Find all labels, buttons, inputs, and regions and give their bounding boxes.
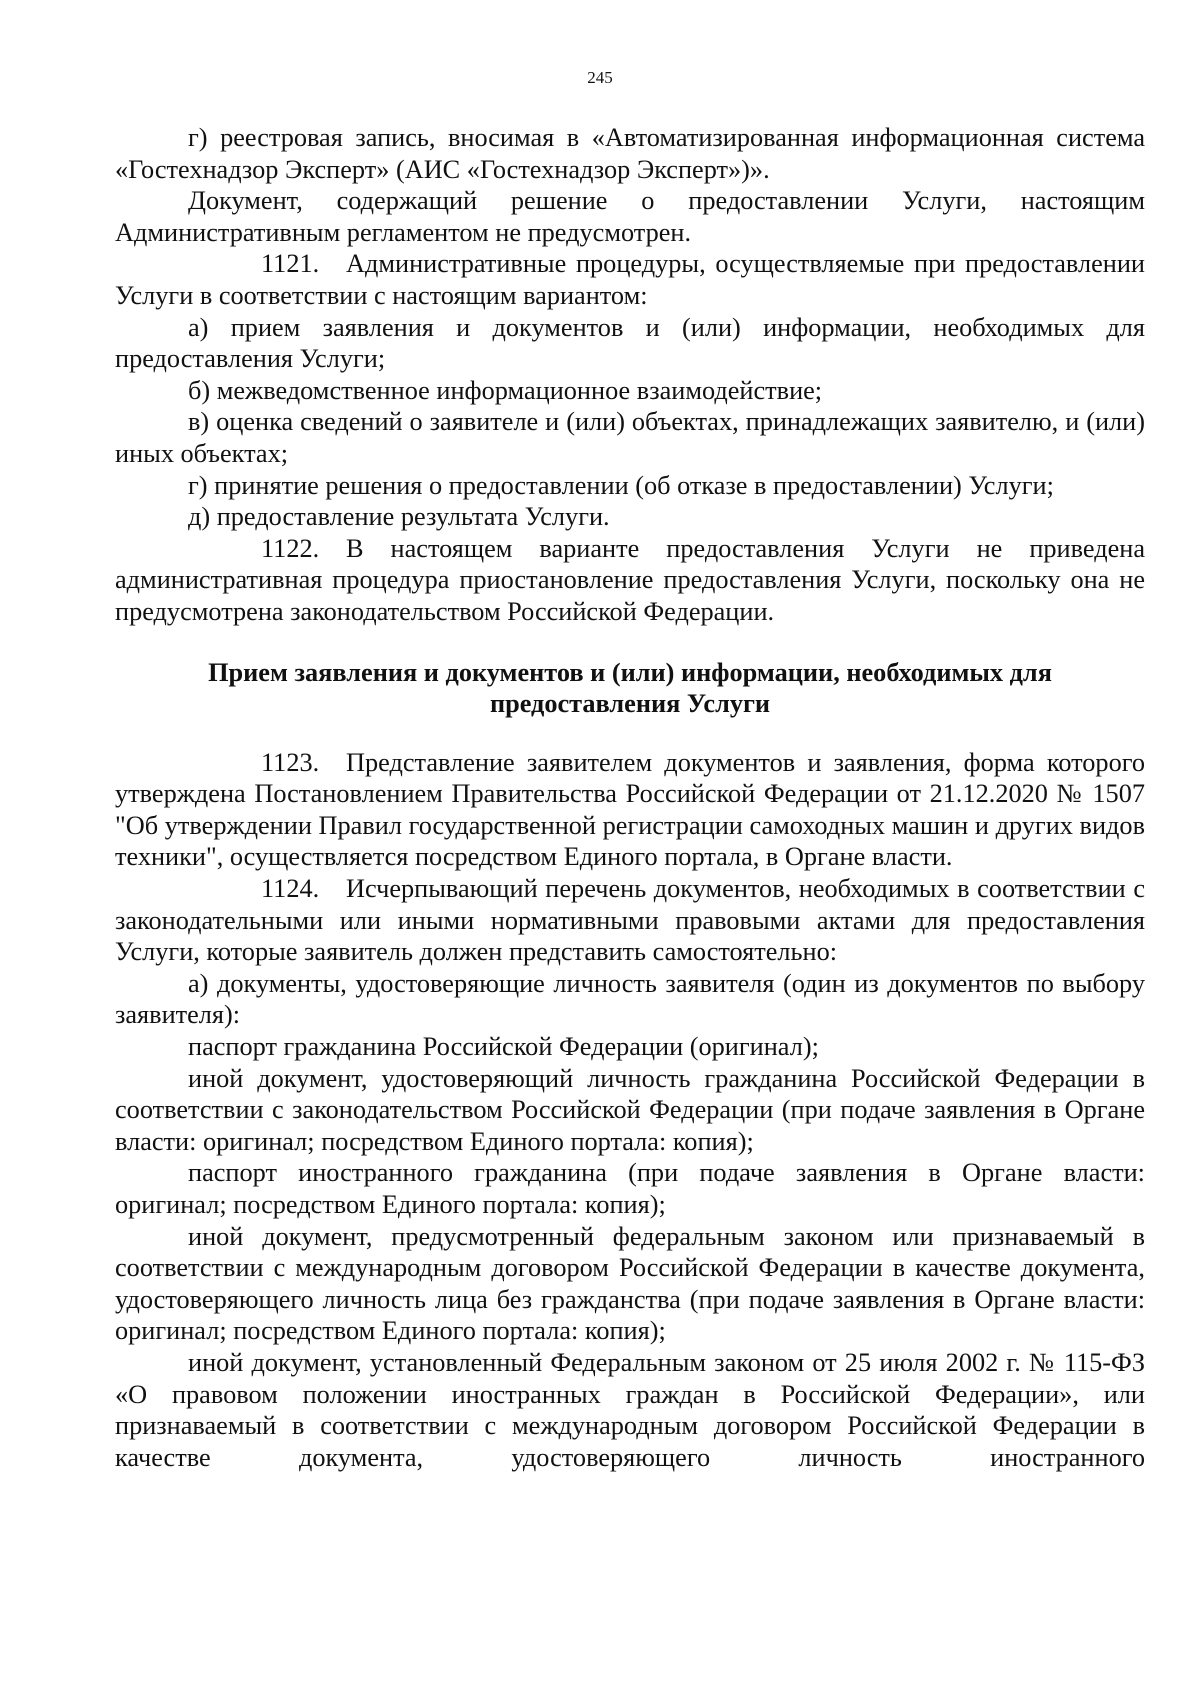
paragraph-text: б) межведомственное информационное взаимодействие; — [188, 375, 823, 405]
paragraph-text: иной документ, удостоверяющий личность гражданина Российской Федерации в соответствии с законодательством Российской Федерации (при подаче заявления в Органе власти: оригинал; посредством Единого портала: копия); — [115, 1063, 1145, 1156]
paragraph — [115, 1157, 1145, 1220]
section-heading: Прием заявления и документов и (или) информации, необходимых для предоставления Услуги — [208, 657, 1052, 719]
paragraph-number: 1122. — [261, 533, 320, 563]
paragraph-text: иной документ, предусмотренный федеральным законом или признаваемый в соответствии с международным договором Российской Федерации в качестве документа, удостоверяющего личность лица без гражданства (при подаче заявления в Органе власти: оригинал; посредством Единого портала: копия); — [115, 1221, 1145, 1346]
paragraph — [115, 312, 1145, 375]
paragraph-number: 1124. — [261, 874, 320, 904]
paragraph-text: паспорт гражданина Российской Федерации (оригинал); — [188, 1032, 819, 1062]
paragraph — [115, 1063, 1145, 1158]
paragraph — [115, 185, 1145, 248]
paragraph-text: Исчерпывающий перечень документов, необходимых в соответствии с законодательными или иными нормативными правовыми актами для предоставления Услуги, которые заявитель должен представить самостоятельно: — [115, 874, 1145, 967]
paragraph — [115, 375, 1145, 407]
paragraph-number: 1121. — [261, 249, 320, 279]
paragraph-text: г) принятие решения о предоставлении (об отказе в предоставлении) Услуги; — [188, 470, 1054, 500]
paragraph — [115, 968, 1145, 1031]
paragraph — [115, 747, 1145, 873]
bottom-paragraphs — [115, 747, 1145, 1474]
paragraph — [115, 501, 1145, 533]
page-number: 245 — [587, 68, 613, 87]
paragraph — [115, 1221, 1145, 1347]
paragraph-text: Представление заявителем документов и заявления, форма которого утверждена Постановлением Правительства Российской Федерации от 21.12.2020 № 1507 "Об утверждении Правил государственной регистрации самоходных машин и других видов техники", осуществляется посредством Единого портала, в Органе власти. — [115, 747, 1145, 872]
paragraph-text: паспорт иностранного гражданина (при подаче заявления в Органе власти: оригинал; посредством Единого портала: копия); — [115, 1158, 1145, 1219]
paragraph-text: а) прием заявления и документов и (или) информации, необходимых для предоставления Услуги; — [115, 312, 1145, 374]
paragraph-text: Административные процедуры, осуществляемые при предоставлении Услуги в соответствии с настоящим вариантом: — [115, 249, 1145, 310]
paragraph — [115, 533, 1145, 628]
paragraph — [115, 1031, 1145, 1063]
paragraph-text: в) оценка сведений о заявителе и (или) объектах, принадлежащих заявителю, и (или) иных объектах; — [115, 407, 1145, 468]
paragraph — [115, 122, 1145, 185]
paragraph-text: В настоящем варианте предоставления Услуги не приведена административная процедура приостановление предоставления Услуги, поскольку она не предусмотрена законодательством Российской Федерации. — [115, 533, 1145, 626]
document-body — [115, 122, 1145, 1473]
paragraph — [115, 873, 1145, 968]
paragraph — [115, 1347, 1145, 1473]
paragraph — [115, 406, 1145, 469]
paragraph — [115, 248, 1145, 311]
top-paragraphs — [115, 122, 1145, 628]
paragraph-text: д) предоставление результата Услуги. — [188, 502, 610, 532]
paragraph-text: иной документ, установленный Федеральным законом от 25 июля 2002 г. № 115-ФЗ «О правовом положении иностранных граждан в Российской Федерации», или признаваемый в соответствии с международным договором Российской Федерации в качестве документа, удостоверяющего личность иностранного — [115, 1347, 1145, 1472]
paragraph-text: а) документы, удостоверяющие личность заявителя (один из документов по выбору заявителя): — [115, 968, 1145, 1030]
paragraph — [115, 470, 1145, 502]
paragraph-text: Документ, содержащий решение о предоставлении Услуги, настоящим Административным регламентом не предусмотрен. — [115, 186, 1145, 247]
paragraph-text: г) реестровая запись, вносимая в «Автоматизированная информационная система «Гостехнадзор Эксперт» (АИС «Гостехнадзор Эксперт»)». — [115, 123, 1145, 184]
paragraph-number: 1123. — [261, 747, 320, 777]
